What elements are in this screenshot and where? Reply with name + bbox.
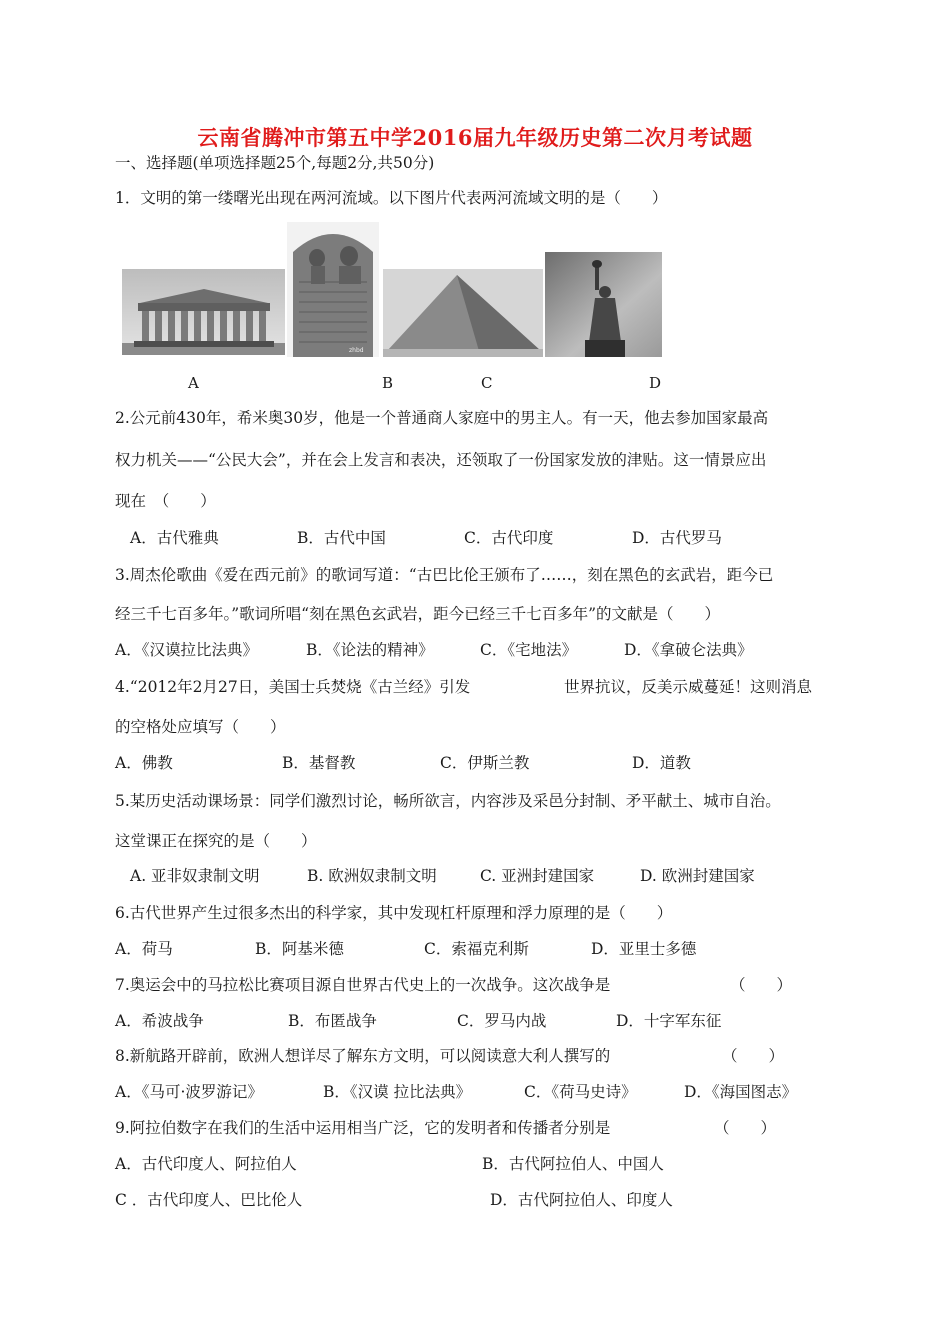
question-5-line-2: 这堂课正在探究的是（ ） <box>115 832 317 850</box>
question-3-line-1: 3.周杰伦歌曲《爱在西元前》的歌词写道：“古巴比伦王颁布了……，刻在黑色的玄武岩，距今已 <box>115 566 774 584</box>
image-label-d: D <box>649 374 662 392</box>
question-9-line-1: 9.阿拉伯数字在我们的生活中运用相当广泛，它的发明者和传播者分别是 <box>115 1119 611 1137</box>
question-7-option-b: B．布匿战争 <box>288 1012 377 1030</box>
question-8-option-b: B．《汉谟 拉比法典》 <box>323 1083 472 1101</box>
question-1-stem: 1．文明的第一缕曙光出现在两河流域。以下图片代表两河流域文明的是（ ） <box>115 189 668 207</box>
question-2-line-2: 权力机关——“公民大会”，并在会上发言和表决，还领取了一份国家发放的津贴。这一情景应出 <box>115 451 767 469</box>
exam-title: 云南省腾冲市第五中学2016届九年级历史第二次月考试题 <box>197 125 753 150</box>
question-7-line-1: 7.奥运会中的马拉松比赛项目源自世界古代史上的一次战争。这次战争是 <box>115 976 611 994</box>
question-2-option-b: B．古代中国 <box>297 529 386 547</box>
question-2-option-d: D．古代罗马 <box>632 529 722 547</box>
question-2-option-a: A．古代雅典 <box>130 529 219 547</box>
question-7-option-c: C．罗马内战 <box>457 1012 547 1030</box>
question-6-line-1: 6.古代世界产生过很多杰出的科学家，其中发现杠杆原理和浮力原理的是（ ） <box>115 904 673 922</box>
question-3-option-c: C．《宅地法》 <box>480 641 578 659</box>
question-4-option-c: C．伊斯兰教 <box>440 754 530 772</box>
question-8-option-d: D．《海国图志》 <box>684 1083 798 1101</box>
pyramid-image <box>383 269 543 357</box>
question-3-option-a: A．《汉谟拉比法典》 <box>115 641 258 659</box>
question-4-option-a: A．佛教 <box>115 754 173 772</box>
question-4-line-2: 的空格处应填写（ ） <box>115 718 286 736</box>
question-6-option-d: D．亚里士多德 <box>591 940 697 958</box>
question-3-option-d: D．《拿破仑法典》 <box>624 641 753 659</box>
image-label-b: B <box>382 374 394 392</box>
question-9-option-a: A．古代印度人、阿拉伯人 <box>115 1155 297 1173</box>
question-6-option-a: A．荷马 <box>115 940 173 958</box>
question-9-option-b: B．古代阿拉伯人、中国人 <box>482 1155 664 1173</box>
section-heading: 一、选择题(单项选择题25个,每题2分,共50分) <box>115 154 435 172</box>
question-3-option-b: B．《论法的精神》 <box>306 641 434 659</box>
image-label-c: C <box>481 374 493 392</box>
question-7-answer-blank: （ ） <box>730 976 793 994</box>
question-5-option-a: A. 亚非奴隶制文明 <box>130 867 260 885</box>
question-4-option-d: D．道教 <box>632 754 691 772</box>
question-5-option-d: D. 欧洲封建国家 <box>640 867 755 885</box>
question-8-answer-blank: （ ） <box>722 1047 785 1065</box>
question-7-option-d: D．十字军东征 <box>616 1012 722 1030</box>
question-5-line-1: 5.某历史活动课场景：同学们激烈讨论，畅所欲言，内容涉及采邑分封制、矛平献土、城市自治。 <box>115 792 781 810</box>
question-3-line-2: 经三千七百多年。”歌词所唱“刻在黑色玄武岩，距今已经三千七百多年”的文献是（ ） <box>115 605 721 623</box>
question-4-option-b: B．基督教 <box>282 754 356 772</box>
question-5-option-b: B. 欧洲奴隶制文明 <box>307 867 437 885</box>
parthenon-image <box>122 269 285 355</box>
question-2-line-1: 2.公元前430年，希米奥30岁，他是一个普通商人家庭中的男主人。有一天，他去参加国家最高 <box>115 409 769 427</box>
question-4-line-1b: 世界抗议，反美示威蔓延！这则消息 <box>564 678 813 696</box>
question-8-option-a: A．《马可·波罗游记》 <box>115 1083 263 1101</box>
question-4-line-1a: 4.“2012年2月27日，美国士兵焚烧《古兰经》引发 <box>115 678 471 696</box>
question-2-option-c: C．古代印度 <box>464 529 554 547</box>
question-6-option-c: C．索福克利斯 <box>424 940 529 958</box>
statue-of-liberty-image <box>545 252 662 357</box>
question-2-line-3: 现在 （ ） <box>115 492 216 510</box>
question-6-option-b: B．阿基米德 <box>255 940 344 958</box>
hammurabi-stele-image <box>287 222 379 357</box>
image-label-a: A <box>188 374 199 392</box>
question-5-option-c: C. 亚洲封建国家 <box>480 867 595 885</box>
question-7-option-a: A．希波战争 <box>115 1012 204 1030</box>
question-1-image-strip <box>117 222 662 357</box>
question-8-line-1: 8.新航路开辟前，欧洲人想详尽了解东方文明，可以阅读意大利人撰写的 <box>115 1047 611 1065</box>
question-9-answer-blank: （ ） <box>714 1119 777 1137</box>
question-9-option-c: C ．古代印度人、巴比伦人 <box>115 1191 303 1209</box>
question-8-option-c: C．《荷马史诗》 <box>524 1083 637 1101</box>
stele-caption: zhbd <box>349 347 364 354</box>
question-9-option-d: D．古代阿拉伯人、印度人 <box>490 1191 673 1209</box>
